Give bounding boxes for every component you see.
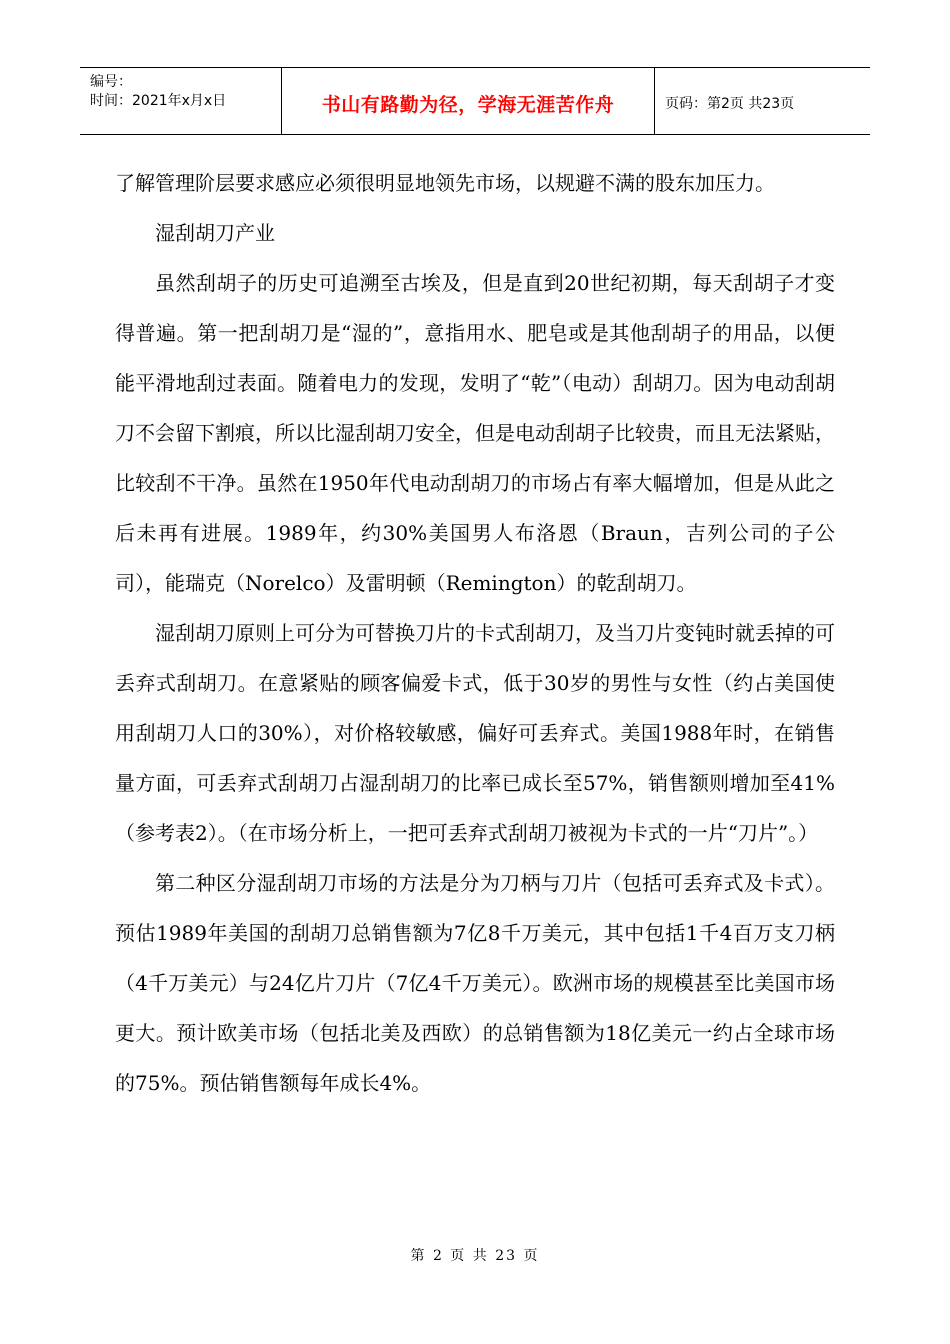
page-footer: 第 2 页 共 23 页 bbox=[410, 1248, 540, 1264]
header-info-cell bbox=[80, 68, 282, 134]
header-page-number: 页码：第2页 共23页 bbox=[665, 96, 795, 112]
page-header bbox=[80, 67, 870, 135]
paragraph-continuation: 了解管理阶层要求感应必须很明显地领先市场，以规避不满的股东加压力。 bbox=[115, 171, 775, 195]
header-motto: 书山有路勤为径，学海无涯苦作舟 bbox=[282, 68, 655, 134]
date-label: 时间：2021年x月x日 bbox=[90, 93, 227, 109]
section-heading: 湿刮胡刀产业 bbox=[155, 221, 275, 245]
paragraph: 虽然刮胡子的历史可追溯至古埃及，但是直到20世纪初期，每天刮胡子才变得普遍。第一把刮胡刀是“湿的”，意指用水、肥皂或是其他刮胡子的用品，以便能平滑地刮过表面。随着电力的发现，发明了“乾”（电动）刮胡刀。因为电动刮胡刀不会留下割痕，所以比湿刮胡刀安全，但是电动刮胡子比较贵，而且无法紧贴，比较刮不干净。虽然在1950年代电动刮胡刀的市场占有率大幅增加，但是从此之后未再有进展。1989年，约30%美国男人布洛恩（Braun，吉列公司的子公司），能瑞克（Norelco）及雷明顿（Remington）的乾刮胡刀。 bbox=[115, 271, 835, 595]
paragraph: 湿刮胡刀原则上可分为可替换刀片的卡式刮胡刀，及当刀片变钝时就丢掉的可丢弃式刮胡刀。在意紧贴的顾客偏爱卡式，低于30岁的男性与女性（约占美国使用刮胡刀人口的30%），对价格较敏感，偏好可丢弃式。美国1988年时，在销售量方面，可丢弃式刮胡刀占湿刮胡刀的比率已成长至57%，销售额则增加至41%（参考表2）。（在市场分析上，一把可丢弃式刮胡刀被视为卡式的一片“刀片”。） bbox=[115, 621, 835, 845]
serial-label: 编号： bbox=[90, 74, 132, 90]
paragraph: 第二种区分湿刮胡刀市场的方法是分为刀柄与刀片（包括可丢弃式及卡式）。预估1989年美国的刮胡刀总销售额为7亿8千万美元，其中包括1千4百万支刀柄（4千万美元）与24亿片刀片（7亿4千万美元）。欧洲市场的规模甚至比美国市场更大。预计欧美市场（包括北美及西欧）的总销售额为18亿美元一约占全球市场的75%。预估销售额每年成长4%。 bbox=[115, 871, 835, 1095]
document-body bbox=[115, 158, 835, 1108]
